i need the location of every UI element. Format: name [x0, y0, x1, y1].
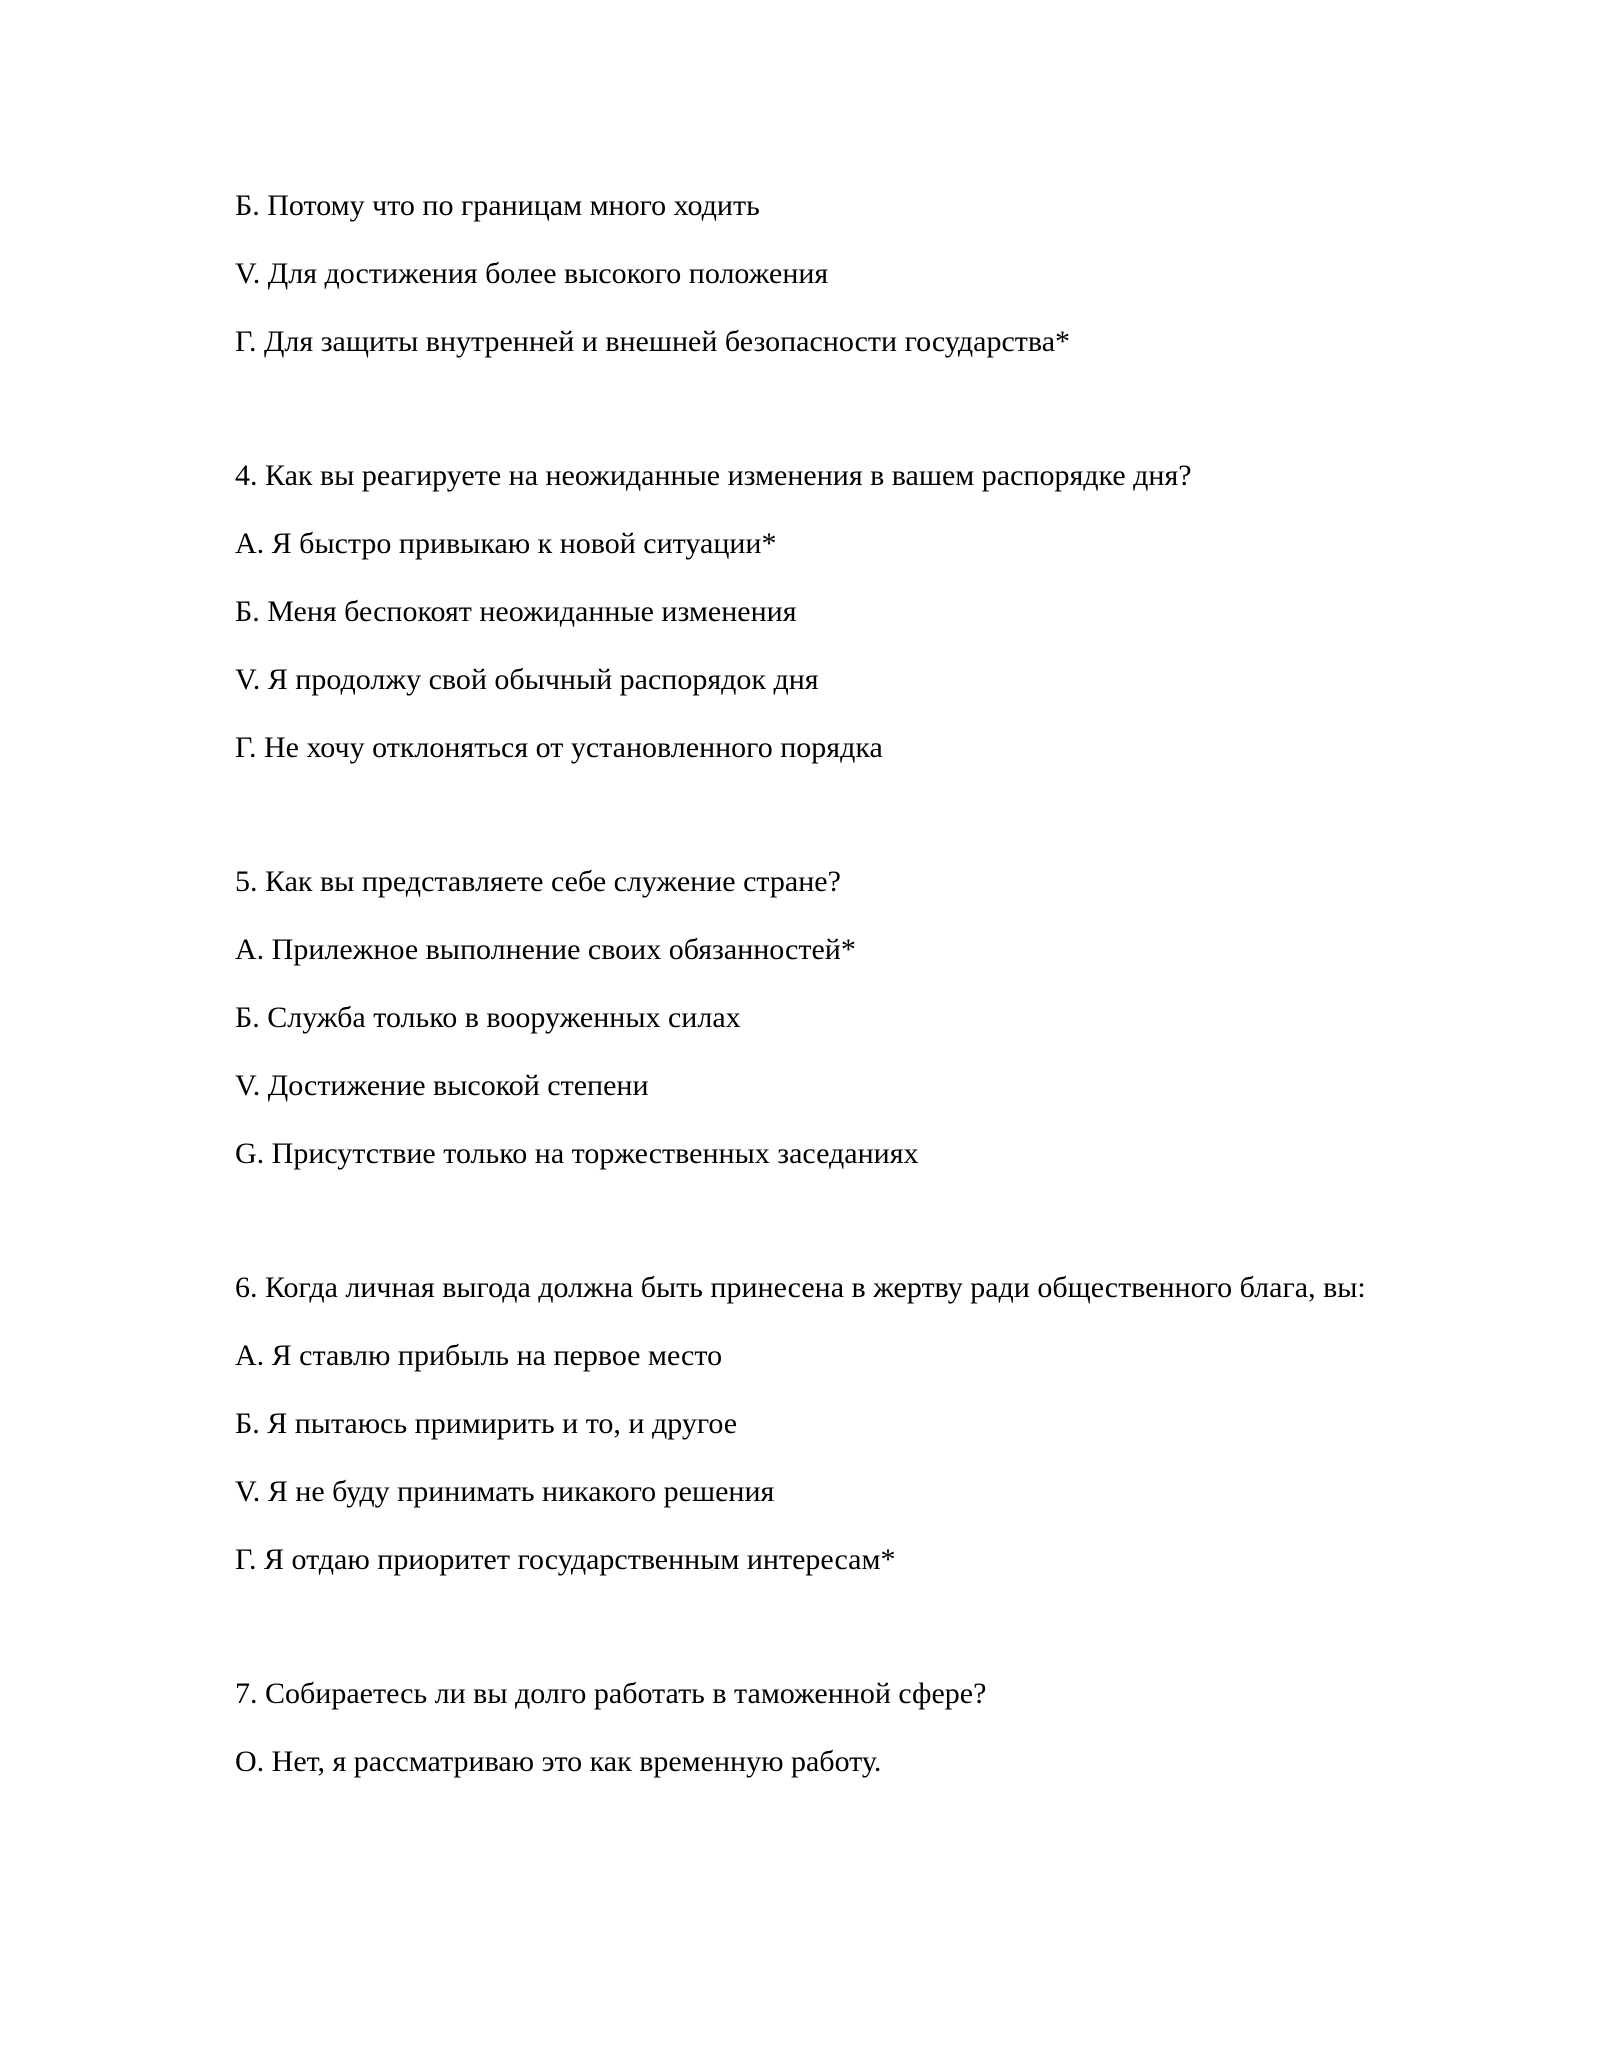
- answer-option: Б. Я пытаюсь примирить и то, и другое: [235, 1407, 738, 1440]
- answer-option: А. Я ставлю прибыль на первое место: [235, 1339, 723, 1372]
- answer-option: О. Нет, я рассматриваю это как временную работу.: [235, 1745, 882, 1778]
- answer-option: V. Я не буду принимать никакого решения: [235, 1475, 775, 1508]
- answer-option: V. Я продолжу свой обычный распорядок дня: [235, 663, 819, 696]
- answer-option: Б. Меня беспокоят неожиданные изменения: [235, 595, 797, 628]
- answer-option: Б. Служба только в вооруженных силах: [235, 1001, 741, 1034]
- question-block-6: [235, 1268, 1375, 1580]
- answer-option: V. Для достижения более высокого положения: [235, 257, 829, 290]
- answer-option: Б. Потому что по границам много ходить: [235, 189, 760, 222]
- answer-option: А. Я быстро привыкаю к новой ситуации*: [235, 527, 777, 560]
- block-spacer: [235, 1608, 1375, 1674]
- answer-option: G. Присутствие только на торжественных заседаниях: [235, 1137, 919, 1170]
- document-content: [235, 186, 1375, 1810]
- question-block-7: [235, 1674, 1375, 1782]
- answer-option: Г. Не хочу отклоняться от установленного порядка: [235, 731, 883, 764]
- block-spacer: [235, 390, 1375, 456]
- question-text: 6. Когда личная выгода должна быть принесена в жертву ради общественного блага, вы:: [235, 1271, 1366, 1304]
- question-block-4: [235, 456, 1375, 768]
- question-text: 4. Как вы реагируете на неожиданные изменения в вашем распорядке дня?: [235, 459, 1192, 492]
- question-text: 7. Собираетесь ли вы долго работать в таможенной сфере?: [235, 1677, 987, 1710]
- block-spacer: [235, 796, 1375, 862]
- answer-option: V. Достижение высокой степени: [235, 1069, 649, 1102]
- question-block-5: [235, 862, 1375, 1174]
- answer-option: А. Прилежное выполнение своих обязанностей*: [235, 933, 856, 966]
- question-block-3-continued: [235, 186, 1375, 362]
- answer-option: Г. Я отдаю приоритет государственным интересам*: [235, 1543, 896, 1576]
- question-text: 5. Как вы представляете себе служение стране?: [235, 865, 841, 898]
- block-spacer: [235, 1202, 1375, 1268]
- answer-option: Г. Для защиты внутренней и внешней безопасности государства*: [235, 325, 1071, 358]
